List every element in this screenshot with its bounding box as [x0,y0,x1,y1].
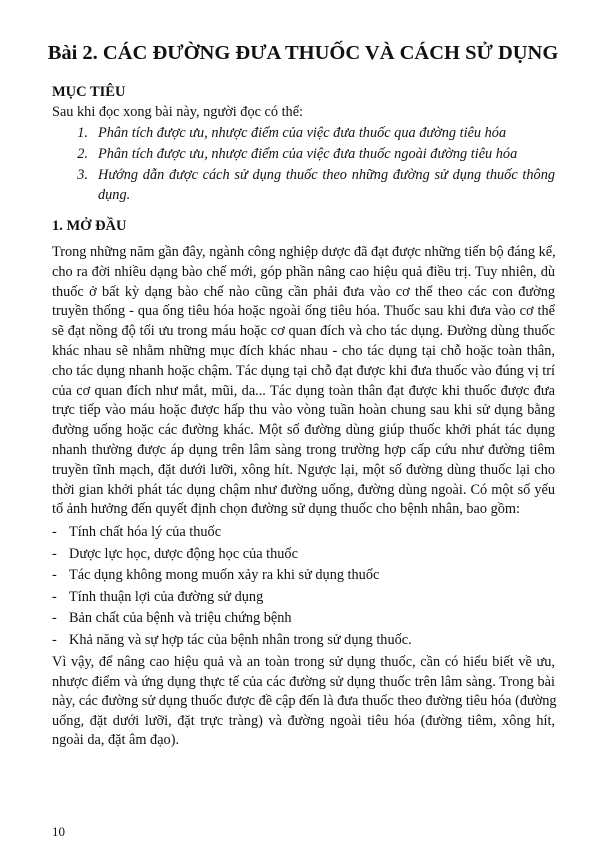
lesson-title: Bài 2. CÁC ĐƯỜNG ĐƯA THUỐC VÀ CÁCH SỬ DỤNG [47,42,559,64]
text-line: thuốc ở bất kỳ dạng bào chế nào cũng cần phải đưa vào cơ thể theo các con đường [52,283,555,300]
bullet-marker: - [52,631,57,648]
bullet-marker: - [52,588,57,605]
text-line: truyền thống - qua ống tiêu hóa hoặc ngoài ống tiêu hóa. Thuốc sau khi đưa vào cơ thể [52,303,555,320]
factor-item [52,544,555,566]
objective-number: 3. [77,167,88,183]
text-line: này, các đường sử dụng thuốc được đề cập đến là đưa thuốc theo đường tiêu hóa (đường [52,693,557,710]
text-line: khác nhau sẽ nhằm những mục đích khác nhau - cho tác dụng tại chỗ hoặc toàn thân, [52,342,555,359]
factor-text: Dược lực học, dược động học của thuốc [69,545,298,562]
bullet-marker: - [52,567,57,583]
text-line: uống, đặt dưới lưỡi, đặt trực tràng) và đường ngoài tiêu hóa (đường tiêm, xông hít, [52,712,555,729]
intro-paragraph [52,243,555,520]
text-line: của cơ quan đích như mắt, mũi, da... Tác dụng toàn thân đạt được khi thuốc được đưa [52,382,555,399]
objectives-heading: MỤC TIÊU [52,84,126,100]
section-heading: 1. MỞ ĐẦU [52,218,127,234]
objective-item [52,165,555,186]
objective-number: 1. [77,125,88,141]
factor-item [52,630,555,652]
text-line: đường uống hoặc các đường khác. Một số đường dùng giúp thuốc khởi phát tác dụng [52,422,555,439]
text-line: nhanh thường được áp dụng trên lâm sàng trong trường hợp cấp cứu như đường tiêm [52,441,555,458]
objectives-intro: Sau khi đọc xong bài này, người đọc có thể: [52,104,304,120]
objective-text: dụng. [98,187,131,203]
objectives-list [52,123,555,205]
text-line: ngoài da, đặt âm đạo). [52,732,180,749]
bullet-marker: - [52,610,57,626]
factor-text: Tính thuận lợi của đường sử dụng [69,588,264,605]
factor-item [52,608,555,630]
text-line: nhược điểm và ứng dụng thực tế của các đường sử dụng thuốc trên lâm sàng. Trong bài [52,673,555,690]
factor-item [52,587,555,609]
objective-number: 2. [77,146,88,162]
factor-text: Bản chất của bệnh và triệu chứng bệnh [69,610,292,626]
factor-text: Tính chất hóa lý của thuốc [69,524,222,540]
page-number: 10 [52,824,65,839]
factor-item [52,522,555,544]
text-line: cho ra đời nhiều dạng bào chế mới, góp phần nâng cao hiệu quả điều trị. Tuy nhiên, dù [52,263,555,280]
factor-list [52,522,555,651]
bullet-marker: - [52,524,57,540]
factor-item [52,565,555,587]
objective-text: Phân tích được ưu, nhược điểm của việc đưa thuốc ngoài đường tiêu hóa [98,146,518,162]
text-line: truyền tĩnh mạch, đặt dưới lưỡi, xông hít. Ngược lại, một số đường dùng thuốc lại cho [52,461,555,478]
factor-text: Tác dụng không mong muốn xảy ra khi sử dụng thuốc [69,567,380,583]
objective-item [52,144,555,165]
text-line: thời gian khởi phát tác dụng chậm như đường uống, đường dùng ngoài. Có một số yếu [52,481,555,498]
bullet-marker: - [52,545,57,562]
objective-text: Hướng dẫn được cách sử dụng thuốc theo những đường sử dụng thuốc thông [98,167,555,183]
text-line: Trong những năm gần đây, ngành công nghiệp dược đã đạt được những tiến bộ đáng kể, [52,244,556,260]
objective-item [52,123,555,144]
closing-paragraph [52,653,555,751]
objective-text: Phân tích được ưu, nhược điểm của việc đưa thuốc qua đường tiêu hóa [98,125,507,141]
text-line: sẽ đạt nồng độ tối ưu trong máu hoặc cơ quan đích và cho tác dụng. Đường dùng thuốc [52,323,555,340]
text-line: cho tác dụng nhanh hoặc chậm. Tác dụng tại chỗ đạt được khi đưa thuốc vào đúng vị trí [52,362,555,379]
text-line: tố ảnh hưởng đến quyết định chọn đường sử dụng thuốc cho bệnh nhân, bao gồm: [52,501,520,518]
text-line: Vì vậy, để nâng cao hiệu quả và an toàn trong sử dụng thuốc, cần có hiểu biết về ưu, [52,654,555,670]
text-line: trực tiếp vào máu hoặc được hấp thu vào vòng tuần hoàn chung sau khi sử dụng bằng [52,402,555,419]
factor-text: Khả năng và sự hợp tác của bệnh nhân trong sử dụng thuốc. [69,631,412,648]
objective-item-continuation [52,186,555,205]
